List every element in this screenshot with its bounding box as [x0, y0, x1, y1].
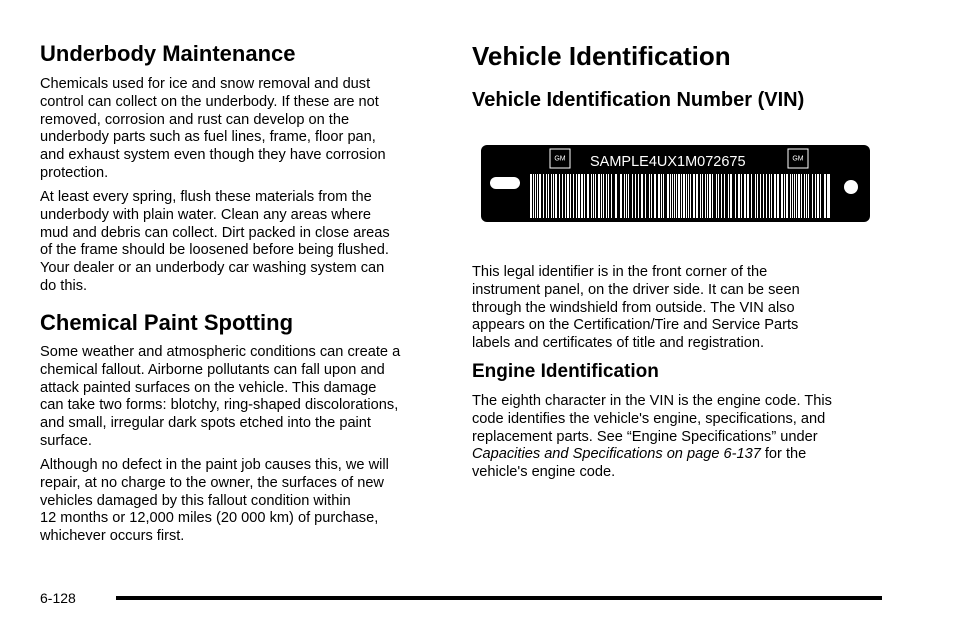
engine-paragraph: The eighth character in the VIN is the engine code. This code identifies the vehicle's engine, specifications, and replacement parts. See “Engine Specifications” under Capacities and Specifications on page 6-137 for the vehicle's engine code. [472, 393, 832, 481]
gm-logo-left-text: GM [554, 155, 566, 163]
underbody-maintenance-heading: Underbody Maintenance [40, 41, 296, 66]
vin-plate-graphic [481, 145, 870, 222]
vin-paragraph: This legal identifier is in the front corner of the instrument panel, on the driver side. It can be seen through the windshield from outside. The VIN also appears on the Certification/Tire and Service Parts labels and certificates of title and registration. [472, 264, 800, 352]
chemical-paint-spotting-heading: Chemical Paint Spotting [40, 310, 294, 335]
footer-rule [116, 596, 882, 600]
page-number: 6-128 [40, 590, 76, 606]
vin-barcode [530, 174, 830, 218]
paint-paragraph-2: Although no defect in the paint job causes this, we will repair, at no charge to the owner, the surfaces of new vehicles damaged by this fallout condition within 12 months or 12,000 miles (20 000 km) of purchase, whichever occurs first. [40, 457, 389, 545]
underbody-paragraph-1: Chemicals used for ice and snow removal and dust control can collect on the underbody. If these are not removed, corrosion and rust can develop on the underbody parts such as fuel lines, frame, floor pan, and exhaust system even though they have corrosion protection. [40, 76, 386, 181]
gm-logo-right-text: GM [792, 155, 804, 163]
vin-heading: Vehicle Identification Number (VIN) [472, 89, 805, 111]
plate-right-hole [844, 180, 858, 194]
underbody-paragraph-2: At least every spring, flush these materials from the underbody with plain water. Clean any areas where mud and debris can collect. Dirt packed in close areas of the frame should be loosened before being flushed. Your dealer or an underbody car washing system can do this. [40, 189, 390, 294]
capacities-reference-link[interactable]: Capacities and Specifications on page 6-137 [472, 446, 761, 463]
vehicle-identification-title: Vehicle Identification [472, 41, 731, 71]
vin-plate-illustration [481, 145, 870, 222]
paint-paragraph-1: Some weather and atmospheric conditions can create a chemical fallout. Airborne pollutants can fall upon and attack painted surfaces on the vehicle. This damage can take two forms: blotchy, ring-shaped discolorations, and small, irregular dark spots etched into the paint surface. [40, 344, 401, 449]
vin-number-text: SAMPLE4UX1M072675 [590, 154, 746, 170]
plate-left-slot [490, 177, 520, 189]
engine-identification-heading: Engine Identification [472, 361, 659, 382]
